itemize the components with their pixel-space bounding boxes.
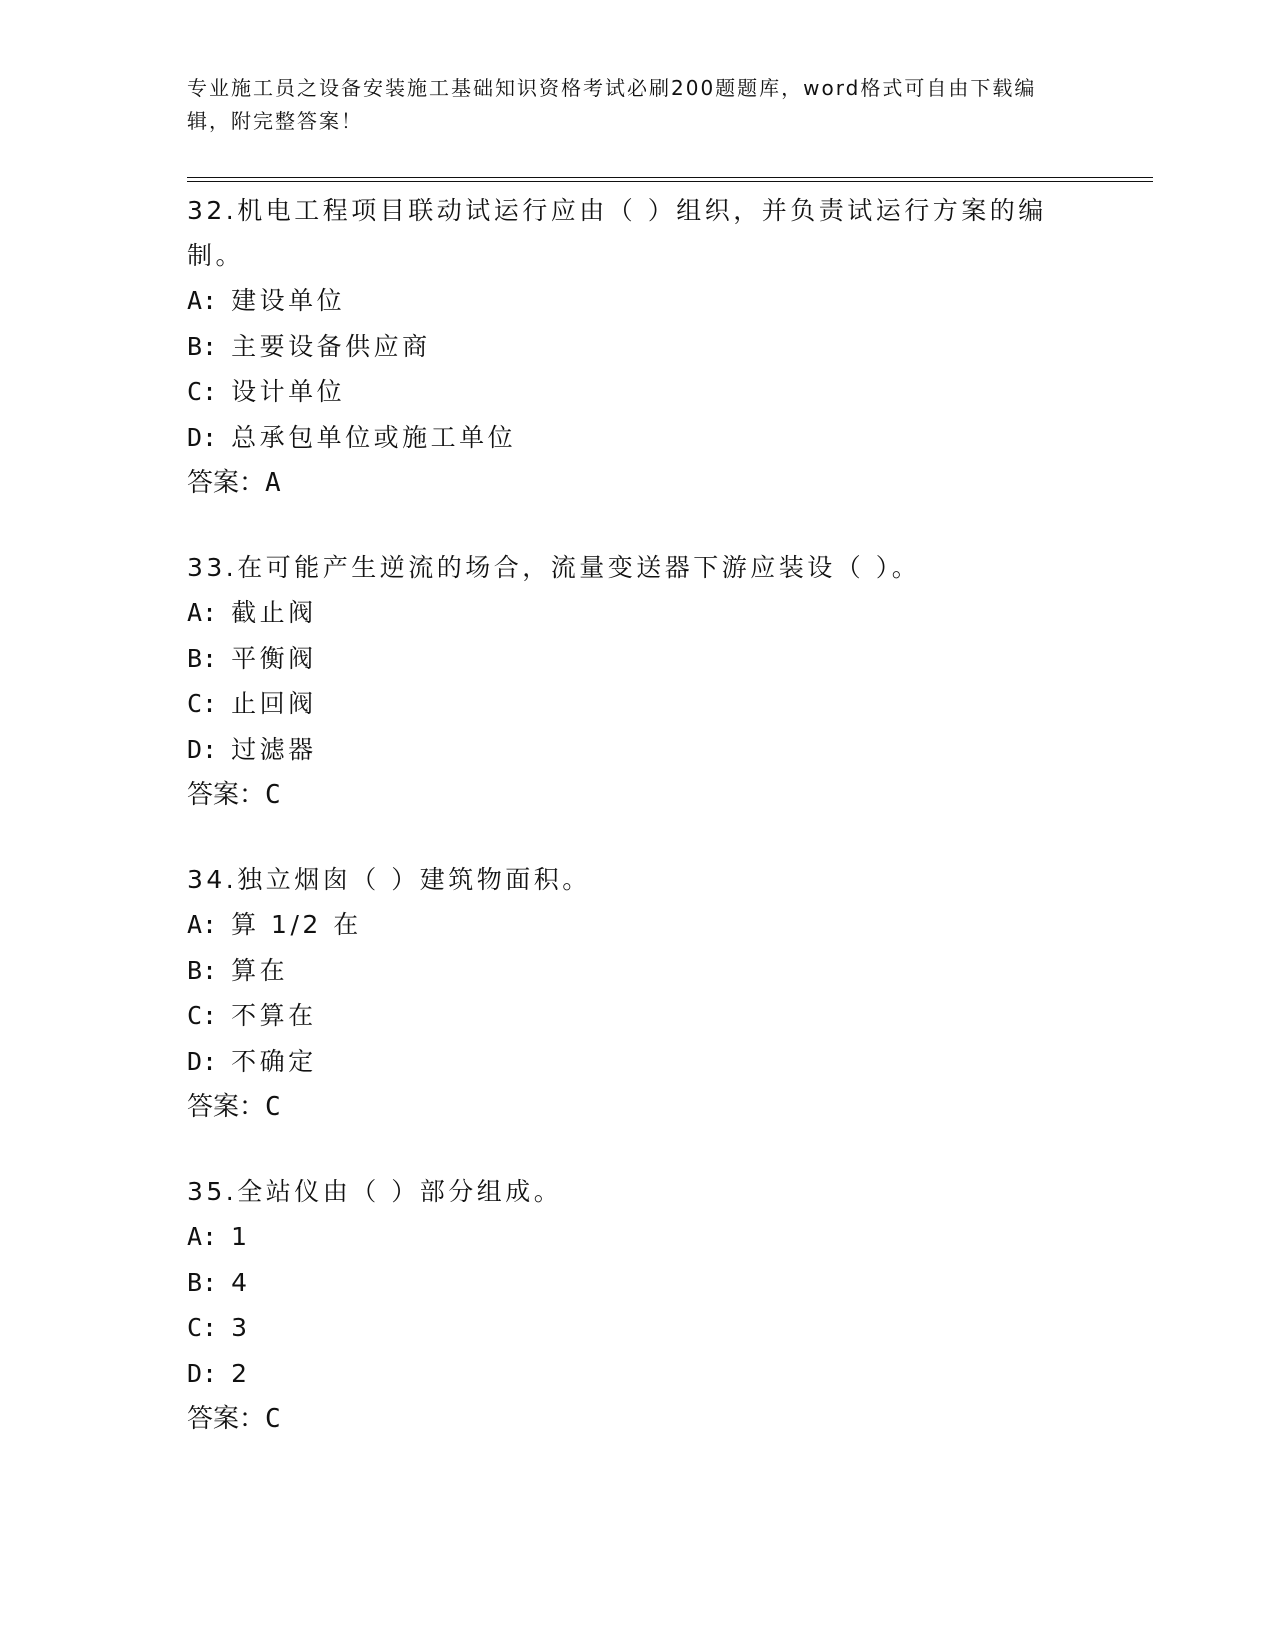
question-33 [187,545,1077,818]
option-letter: A: [187,598,218,627]
option-letter: B: [187,1267,218,1297]
option-a [187,278,1077,324]
question-stem: 33.在可能产生逆流的场合，流量变送器下游应装设（ ）。 [187,553,921,582]
option-letter: B: [187,331,218,361]
option-letter: C: [187,689,218,718]
option-letter: A: [187,910,218,939]
answer-line [187,1397,1077,1442]
option-d [187,1039,1077,1085]
option-text: 主要设备供应商 [231,331,431,361]
option-text: 算 1/2 在 [231,910,362,939]
divider-line-bottom [187,181,1153,182]
option-a [187,1214,1077,1260]
question-stem: 34.独立烟囱（ ）建筑物面积。 [187,865,591,894]
option-a [187,902,1077,948]
answer-line [187,773,1077,818]
question-32 [187,188,1077,506]
option-c [187,681,1077,727]
answer-label: 答案： [187,468,266,498]
option-text: 过滤器 [231,734,317,764]
option-text: 算在 [231,955,289,985]
option-letter: A: [187,286,218,315]
option-a [187,590,1077,636]
option-letter: A: [187,1222,218,1251]
option-text: 不确定 [231,1046,317,1076]
option-b [187,948,1077,994]
option-letter: D: [187,1046,218,1076]
option-letter: D: [187,1358,218,1388]
option-letter: D: [187,422,218,452]
option-d [187,415,1077,461]
answer-label: 答案： [187,1404,266,1434]
option-text: 4 [231,1267,251,1297]
question-34 [187,857,1077,1130]
option-d [187,727,1077,773]
answer-value: A [265,468,281,498]
answer-value: C [265,1404,281,1434]
header-title: 专业施工员之设备安装施工基础知识资格考试必刷200题题库，word格式可自由下载编辑，附完整答案！ [187,76,1037,133]
option-letter: C: [187,1313,218,1342]
option-text: 不算在 [231,1001,317,1030]
option-letter: C: [187,1001,218,1030]
option-text: 设计单位 [231,377,346,406]
option-text: 建设单位 [231,286,346,315]
option-text: 2 [231,1358,251,1388]
question-stem: 32.机电工程项目联动试运行应由（ ）组织，并负责试运行方案的编制。 [187,196,1047,270]
option-text: 3 [231,1313,251,1342]
option-text: 1 [231,1222,251,1251]
header-divider [187,177,1153,182]
option-c [187,369,1077,415]
option-c [187,993,1077,1039]
answer-value: C [265,780,281,810]
option-letter: D: [187,734,218,764]
question-35 [187,1169,1077,1442]
question-stem: 35.全站仪由（ ）部分组成。 [187,1177,563,1206]
option-b [187,324,1077,370]
option-text: 平衡阀 [231,643,317,673]
answer-label: 答案： [187,780,266,810]
option-b [187,1260,1077,1306]
answer-line [187,461,1077,506]
option-text: 止回阀 [231,689,317,718]
option-letter: B: [187,643,218,673]
answer-value: C [265,1092,281,1122]
option-c [187,1305,1077,1351]
divider-line-top [187,177,1153,178]
document-header [187,72,1067,138]
option-d [187,1351,1077,1397]
option-letter: C: [187,377,218,406]
option-text: 总承包单位或施工单位 [231,422,517,452]
answer-label: 答案： [187,1092,266,1122]
question-list [187,188,1077,1481]
answer-line [187,1085,1077,1130]
option-text: 截止阀 [231,598,317,627]
option-letter: B: [187,955,218,985]
option-b [187,636,1077,682]
